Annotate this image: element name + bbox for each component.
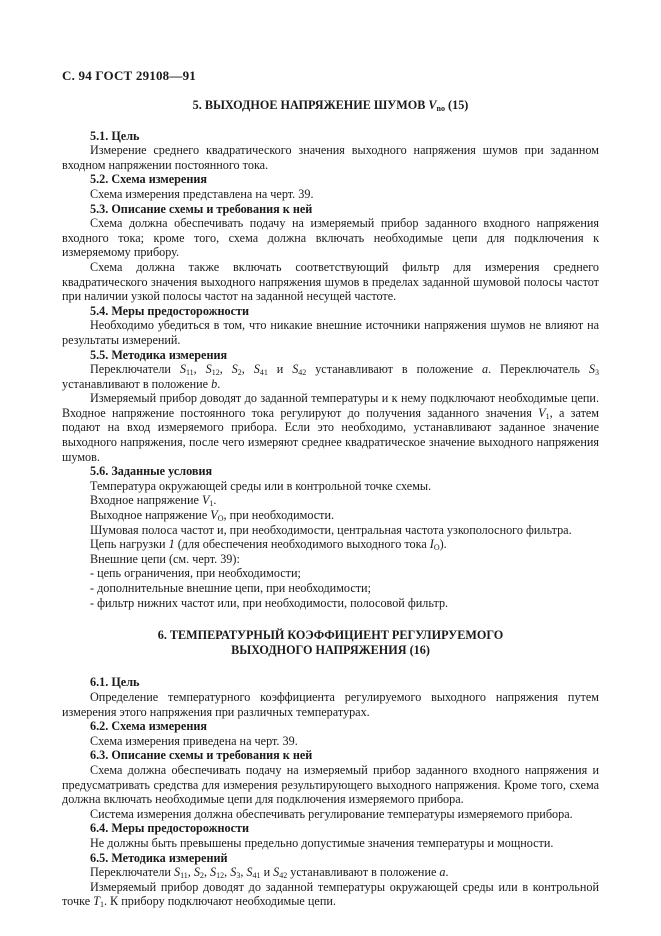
- paragraph-5-1: Измерение среднего квадратического значения выходного напряжения шумов при заданном входном напряжении постоянного тока.: [62, 143, 599, 172]
- heading-5-5: 5.5. Методика измерения: [90, 347, 228, 362]
- heading-6-4: 6.4. Меры предосторожности: [90, 821, 249, 836]
- paragraph-5-5b: Измеряемый прибор доводят до заданной температуры и к нему подключают необходимые цепи. Входное напряжение постоянного тока регулируют до получения заданного значения $V_1$, а затем подают на вход измеряемого прибора. Если это необходимо, устанавливают заданное значение выходного напряжения, после чего измеряют среднее квадратическое значение выходного напряжения шумов.: [62, 391, 600, 464]
- paragraph-6-5a: Переключатели $S_{11}$, $S_2$, $S_{12}$, $S_3$, $S_{41}$ и $S_{42}$ устанавливают в положение a.: [90, 865, 449, 881]
- condition-temperature: Температура окружающей среды или в контрольной точке схемы.: [90, 478, 432, 493]
- heading-5-3: 5.3. Описание схемы и требования к ней: [90, 201, 313, 216]
- paragraph-6-4: Не должны быть превышены предельно допустимые значения температуры и мощности.: [90, 835, 554, 850]
- paragraph-5-5a: Переключатели $S_{11}$, $S_{12}$, $S_2$, $S_{41}$ и $S_{42}$ устанавливают в положение a. Переключатель $S_3$ устанавливают в положение b.: [62, 362, 599, 391]
- section-6-title: 6. ТЕМПЕРАТУРНЫЙ КОЭФФИЦИЕНТ РЕГУЛИРУЕМОГО ВЫХОДНОГО НАПРЯЖЕНИЯ (16): [157, 628, 504, 657]
- paragraph-6-1: Определение температурного коэффициента регулируемого выходного напряжения путем измерения этого напряжения при различных температурах.: [62, 689, 599, 719]
- paragraph-5-3b: Схема должна также включать соответствующий фильтр для измерения среднего квадратического значения выходного напряжения шумов в пределах заданной шумовой полосы частот при наличии узкой полосы частот на заданной несущей частоте.: [62, 259, 599, 304]
- heading-5-4: 5.4. Меры предосторожности: [90, 303, 249, 318]
- condition-input-voltage: Входное напряжение $V_1$.: [90, 493, 217, 509]
- heading-6-2: 6.2. Схема измерения: [90, 719, 207, 734]
- paragraph-5-4: Необходимо убедиться в том, что никакие внешние источники напряжения шумов не влияют на результаты измерений.: [62, 318, 599, 347]
- paragraph-6-2: Схема измерения приведена на черт. 39.: [90, 733, 298, 748]
- paragraph-5-3a: Схема должна обеспечивать подачу на измеряемый прибор заданного входного напряжения входного тока; кроме того, схема должна включать необходимые цепи для подключения к измеряемому прибору.: [62, 216, 599, 260]
- page-header: С. 94 ГОСТ 29108—91: [62, 68, 196, 83]
- heading-6-3: 6.3. Описание схемы и требования к ней: [90, 748, 313, 763]
- heading-6-1: 6.1. Цель: [90, 675, 140, 690]
- section-5-title: 5. ВЫХОДНОЕ НАПРЯЖЕНИЕ ШУМОВ $V_{no}$ (15): [192, 98, 469, 113]
- paragraph-6-3b: Система измерения должна обеспечивать регулирование температуры измеряемого прибора.: [90, 806, 573, 821]
- heading-5-2: 5.2. Схема измерения: [90, 172, 207, 187]
- heading-6-5: 6.5. Методика измерений: [90, 850, 228, 865]
- list-item: - цепь ограничения, при необходимости;: [90, 566, 301, 581]
- paragraph-6-3a: Схема должна обеспечивать подачу на измеряемый прибор заданного входного напряжения и предусматривать средства для измерения результирующего выходного напряжения. Кроме того, схема должна включать необходимые цепи для подключения измеряемого прибора.: [62, 762, 599, 807]
- document-body: [62, 98, 599, 909]
- paragraph-6-5b: Измеряемый прибор доводят до заданной температуры окружающей среды или в контрольной точке $T_1$. К прибору подключают необходимые цепи.: [62, 879, 599, 910]
- list-item: - фильтр нижних частот или, при необходимости, полосовой фильтр.: [90, 595, 449, 610]
- condition-external-circuits: Внешние цепи (см. черт. 39):: [90, 551, 240, 566]
- condition-load-circuit: Цепь нагрузки 1 (для обеспечения необходимого выходного тока $I_O$).: [90, 537, 447, 553]
- heading-5-1: 5.1. Цель: [90, 128, 140, 143]
- condition-noise-band: Шумовая полоса частот и, при необходимости, центральная частота узкополосного фильтра.: [90, 522, 572, 537]
- condition-output-voltage: Выходное напряжение $V_O$, при необходимости.: [90, 508, 335, 524]
- paragraph-5-2: Схема измерения представлена на черт. 39.: [90, 186, 314, 201]
- list-item: - дополнительные внешние цепи, при необходимости;: [90, 581, 371, 595]
- heading-5-6: 5.6. Заданные условия: [90, 464, 213, 479]
